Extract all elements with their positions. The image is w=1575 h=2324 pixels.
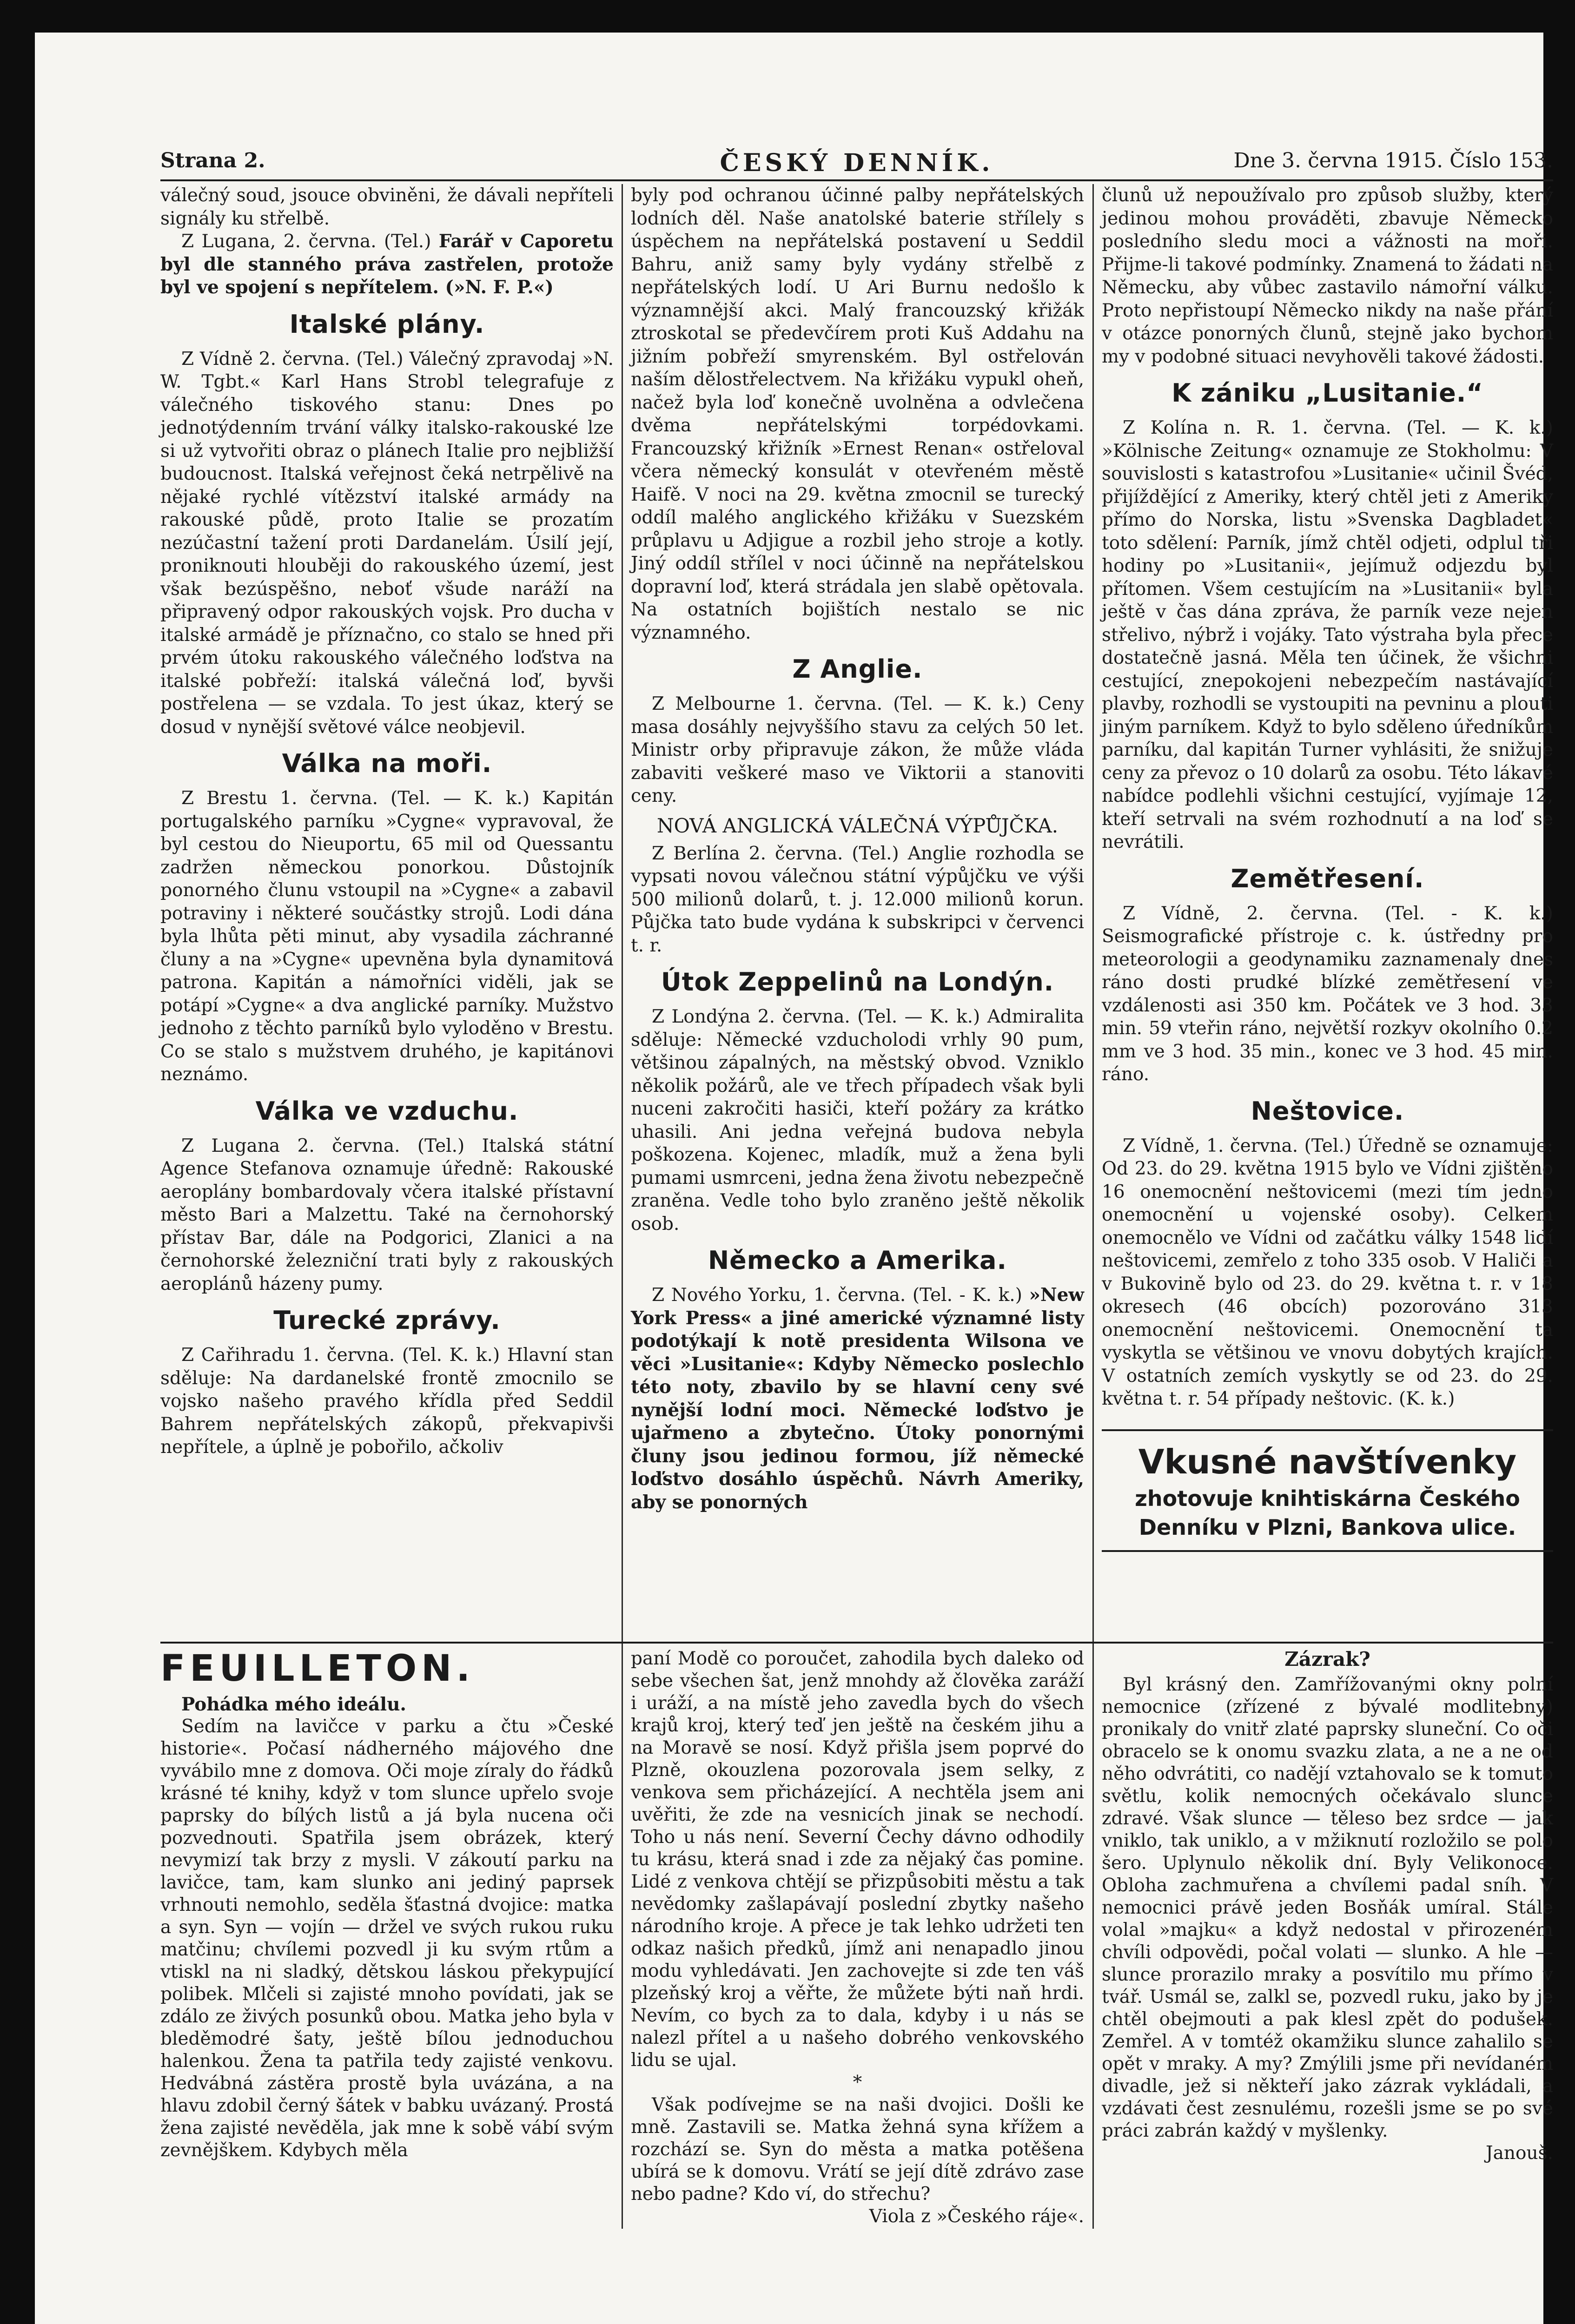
article-text: Z Vídně 2. června. (Tel.) Válečný zpravodaj »N. W. Tgbt.« Karl Hans Strobl telegrafuje z válečného tiskového stanu: Dnes po jednotýdenním trvání války italsko-rakouské lze si už vytvořiti obraz o plánech Italie pro nejbližší budoucnost. Italská veřejnost čeká netrpělivě na nějaké rychlé vítězství italské armády na rakouské půdě, proto Italie se prozatím nezúčastní tažení proti Dardanelám. Úsilí její, proniknouti hlouběji do rakouského území, jest však bezúspěšno, neboť všude naráží na připravený odpor rakouských vojsk. Pro ducha v italské armádě je příznačno, co stalo se hned při prvém útoku rakouského válečného loďstva na italské pobřeží: italská válečná loď, byvši postřelena — se vzdala. To jest úkaz, který se dosud v nynější světové válce neobjevil. — [160, 348, 614, 738]
advertisement-text: zhotovuje knihtiskárna Českého Denníku v Plzni, Bankova ulice. — [1135, 1486, 1520, 1540]
column-1 — [160, 184, 614, 1674]
advertisement — [1102, 1429, 1553, 1552]
story-heading: Zázrak? — [1284, 1648, 1370, 1670]
newspaper-page — [160, 149, 1553, 2240]
author-signature: Viola z »Českého ráje«. — [869, 2206, 1084, 2227]
issue-date: Dne 3. června 1915. Číslo 153. — [1233, 149, 1553, 172]
feuilleton-text: Sedím na lavičce v parku a čtu »České historie«. Počasí nádherného májového dne vyvábilo mne z domova. Oči moje zíraly do řádků krásné té knihy, když v tom slunce upřelo svoje paprsky do bílých listů a já byla nucena oči pozvednouti. Spatřila jsem obrázek, který nevymizí tak brzy z mysli. V zákoutí parku na lavičce, tam, kam slunko ani jediný paprsek vrhnouti nemohlo, seděla šťastná dvojice: matka a syn. Syn — vojín — držel ve svých rukou ruku matčinu; chvílemi pozvedl ji ku svým rtům a vtiskl na ni sladký, dětskou láskou překypující polibek. Mlčeli si zajisté mnoho povídati, jak se zdálo ze živých posunků obou. Matka jeho byla v bleděmodré šaty, ještě bílou jednoduchou halenkou. Žena ta patřila tedy zajisté venkovu. Hedvábná zástěra prostě byla uvázána, a na hlavu zdobil černý šátek v babku uvázaný. Prostá žena zajisté nevěděla, jak mne k sobě vábí svým zevnějškem. Kdybych měla — [160, 1716, 614, 2161]
header-rule — [160, 179, 1553, 181]
section-heading: Turecké zprávy. — [273, 1306, 501, 1335]
article-text: Z Vídně, 1. června. (Tel.) Úředně se oznamuje: Od 23. do 29. května 1915 bylo ve Vídni zjištěno 16 onemocnění neštovicemi (mezi tím jedno onemocnění u vojenské osoby). Celkem onemocnělo ve Vídni od začátku války 1548 lidí neštovicemi, zemřelo z toho 335 osob. V Haliči a v Bukovině bylo od 23. do 29. května t. r. v 18 okresech (46 obcích) pozorováno 313 onemocnění neštovicemi. Onemocnění ta vyskytla se většinou ve vnovu dobytých krajích. V ostatních zemích vyskytly se od 23. do 29. května t. r. 54 případy neštovic. (K. k.) — [1102, 1135, 1553, 1409]
feuilleton-subtitle: Pohádka mého ideálu. — [181, 1694, 406, 1715]
section-heading: Z Anglie. — [792, 654, 923, 684]
article-text: Z Lugana 2. června. (Tel.) Italská státní Agence Stefanova oznamuje úředně: Rakouské aeroplány bombardovaly včera italské přístavní město Bari a Malzettu. Také na černohorský přístav Bar, dále na Podgorici, Zlanici a na černohorské železniční trati byly z rakouských aeroplánů házeny pumy. — [160, 1135, 614, 1294]
masthead-title: ČESKÝ DENNÍK. — [720, 149, 994, 177]
article-text: člunů už nepoužívalo pro způsob služby, který jedinou mohou prováděti, zbavuje Německo posledního sledu moci a vážnosti na moři. Přijme-li takové podmínky. Znamená to žádati na Německu, aby vůbec zastavilo námořní válku. Proto nepřistoupí Německo nikdy na naše přání v otázce ponorných člunů, stejně jako bychom my v podobné situaci nevyhověli takové žádosti. — [1102, 185, 1553, 367]
dateline: Z Lugana, 2. června. (Tel.) — [181, 231, 439, 252]
feuilleton-column-1 — [160, 1648, 614, 2229]
page-header — [160, 149, 1553, 178]
article-bold-text: »New York Press« a jiné americké významné listy podotýkají k notě presidenta Wilsona ve věci »Lusitanie«: Kdyby Německo poslechlo této noty, zbavilo by se hlavní ceny své nynější lodní moci. Německé loďstvo je ujařmeno a zbytečno. Útoky ponornými čluny jsou jedinou formou, jíž německé loďstvo dosáhlo úspěchů. Návrh Ameriky, aby se ponorných — [631, 1284, 1084, 1513]
page-number: Strana 2. — [160, 149, 265, 172]
article-text — [631, 1284, 1084, 1514]
advertisement-title: Vkusné navštívenky — [1138, 1442, 1517, 1481]
section-heading: Italské plány. — [289, 309, 485, 339]
column-divider — [1092, 184, 1094, 1674]
feuilleton-title: FEUILLETON. — [160, 1648, 475, 1690]
feuilleton-column-2 — [631, 1648, 1084, 2229]
column-divider — [622, 1648, 623, 2229]
article-text: Z Kolína n. R. 1. června. (Tel. — K. k.) »Kölnische Zeitung« oznamuje ze Stokholmu: V souvislosti s katastrofou »Lusitanie« učinil Švéd, přijíždějící z Ameriky, který chtěl jeti z Ameriky přímo do Norska, listu »Svenska Dagbladet« toto sdělení: Parník, jímž chtěl odjeti, odplul tři hodiny po »Lusitanii«, jejímuž odjezdu byl přítomen. Všem cestujícím na »Lusitanii« byla ještě v čas dána zpráva, že parník veze nejen střelivo, nýbrž i vojáky. Tato výstraha byla přece dostatečně jasná. Měla ten účinek, že všichni cestující, znepokojeni nebezpečím nastávající plavby, rozhodli se vystoupiti na pevninu a plouti jiným parníkem. Když to bylo sděleno úředníkům parníku, dal kapitán Turner vyhlásiti, že snižuje ceny za převoz o 10 dolarů za osobu. Této lákavé nabídce podlehli všichni cestující, vyjímaje 12, kteří setrvali na svém rozhodnutí a na loď se nevrátili. — [1102, 417, 1553, 852]
author-signature: Janouš. — [1485, 2143, 1553, 2164]
dateline: Z Nového Yorku, 1. června. (Tel. - K. k.) — [652, 1285, 1029, 1306]
section-heading: Německo a Amerika. — [708, 1246, 1007, 1275]
feuilleton-rule — [160, 1642, 1553, 1644]
article-text: Z Vídně, 2. června. (Tel. - K. k.) Seismografické přístroje c. k. ústředny pro meteorologii a geodynamiku zaznamenaly dnes ráno dosti prudké blízké zemětřesení ve vzdálenosti asi 350 km. Počátek ve 3 hod. 33 min. 59 vteřin ráno, největší rozkyv okolního 0.2 mm ve 3 hod. 35 min., konec ve 3 hod. 45 min. ráno. — [1102, 903, 1553, 1085]
section-heading: Válka ve vzduchu. — [255, 1096, 519, 1126]
article-text: Z Berlína 2. června. (Tel.) Anglie rozhodla se vypsati novou válečnou státní výpůjčku ve výši 500 milionů dolarů, t. j. 12.000 milionů korun. Půjčka tato bude vydána k subskripci v červenci t. r. — [631, 843, 1084, 956]
article-text: byly pod ochranou účinné palby nepřátelských lodních děl. Naše anatolské baterie střílely s úspěchem na nepřátelská postavení u Seddil Bahru, aniž samy byly vydány střelbě z nepřátelských lodí. U Ari Burnu nedošlo k významnější akci. Malý francouzský křižák ztroskotal se předevčírem proti Kuš Addahu na jižním pobřeží smyrenském. Byl ostřelován naším dělostřelectvem. Na křižáku vypukl oheň, načež byla loď konečně uvolněna a odvlečena dvěma nepřátelskými torpédovkami. Francouzský křižník »Ernest Renan« ostřeloval včera německý konsulát v otevřeném městě Haifě. V noci na 29. května zmocnil se turecký oddíl malého anglického křižáku v Suezském průplavu u Adjigue a rozbil jeho stroje a kotly. Jiný oddíl střílel v noci účinně na nepřátelskou dopravní loď, která strádala jen slabě opětovala. Na ostatních bojištích nestalo se nic významného. — [631, 185, 1084, 643]
section-heading: K zániku „Lusitanie.“ — [1171, 378, 1483, 408]
article-bold-text: Farář v Caporetu byl dle stanného práva zastřelen, protože byl ve spojení s nepřítelem. (»N. F. P.«) — [160, 231, 614, 298]
column-divider — [1092, 1648, 1094, 2229]
article-text: Z Melbourne 1. června. (Tel. — K. k.) Ceny masa dosáhly nejvyššího stavu za celých 50 let. Ministr orby připravuje zákon, že může vláda zabaviti veškeré maso ve Viktorii a stanoviti ceny. — [631, 693, 1084, 806]
feuilleton-text: Byl krásný den. Zamřížovanými okny polní nemocnice (zřízené z bývalé modlitebny) pronikaly do vnitř zlaté paprsky sluneční. Co oči obracelo se k onomu svazku zlata, a ne a ne od něho odvrátiti, co nadějí vztahovalo se k tomuto světlu, kolik nemocných očekávalo slunce zdravé. Však slunce — těleso bez srdce — jak vniklo, tak uniklo, a v mžiknutí rozložilo se polo šero. Uplynulo několik dní. Byly Velikonoce. Obloha zachmuřena a chvílemi padal sníh. V nemocnici právě jeden Bosňák umíral. Stále volal »majku« a když nedostal v přirozeném chvíli odpovědi, počal volati — slunko. A hle — slunce prorazilo mraky a posvítilo mu přímo v tvář. Usmál se, zalkl se, pozvedl ruku, jako by je chtěl obejmouti a pak klesl zpět do podušek. Zemřel. A v tomtéž okamžiku slunce zahalilo se opět v mraky. A my? Zmýlili jsme při nevídaném divadle, jež si někteří jako zázrak vykládali, a vzdávati čest zesnulému, rozešli jsme se po své práci zabrán každý v myšlenky. — [1102, 1674, 1553, 2141]
section-heading: Válka na moři. — [282, 749, 492, 778]
section-heading: Útok Zeppelinů na Londýn. — [661, 967, 1054, 997]
column-3 — [1102, 184, 1553, 1674]
feuilleton-text: Však podívejme se na naši dvojici. Došli ke mně. Zastavili se. Matka žehná syna křížem a rozchází se. Syn do města a matka potěšena ubírá se k domovu. Vrátí se její dítě zdrávo zase nebo padne? Kdo ví, do střechu? — [631, 2094, 1084, 2205]
newspaper-sheet — [35, 33, 1553, 2324]
article-text: Z Cařihradu 1. června. (Tel. K. k.) Hlavní stan sděluje: Na dardanelské frontě zmocnilo se vojsko našeho pravého křídla před Seddil Bahrem nepřátelských zákopů, překvapivši nepřítele, a úplně je pobořilo, ačkoliv — [160, 1345, 614, 1458]
subsection-heading: NOVÁ ANGLICKÁ VÁLEČNÁ VÝPŮJČKA. — [656, 814, 1059, 837]
article-text — [160, 230, 614, 299]
column-divider — [622, 184, 623, 1674]
feuilleton-column-3 — [1102, 1648, 1553, 2229]
article-text: Z Brestu 1. června. (Tel. — K. k.) Kapitán portugalského parníku »Cygne« vypravoval, že byl cestou do Nieuportu, 65 mil od Quessantu zadržen německou ponorkou. Důstojník ponorného člunu vstoupil na »Cygne« a zabavil potraviny i některé součástky strojů. Lodi dána byla lhůta pěti minut, aby vysadila záchranné čluny a na »Cygne« upevněna byla dynamitová patrona. Kapitán a námořníci viděli, jak se potápí »Cygne« a dva anglické parníky. Mužstvo jednoho z těchto parníků bylo vyloděno v Brestu. Co se stalo s mužstvem druhého, je kapitánovi neznámo. — [160, 788, 614, 1085]
article-text: Z Londýna 2. června. (Tel. — K. k.) Admiralita sděluje: Německé vzducholodi vrhly 90 pum, většinou zápalných, na městský obvod. Vzniklo několik požárů, ale ve třech případech však byli nuceni zakročiti hasiči, kteří požáry za krátko uhasili. Ani jedna veřejná budova nebyla poškozena. Kojenec, mladík, muž a žena byli pumami usmrceni, jedna žena životu nebezpečně zraněna. Vedle toho bylo zraněno ještě několik osob. — [631, 1006, 1084, 1235]
section-heading: Neštovice. — [1251, 1096, 1404, 1126]
column-2 — [631, 184, 1084, 1674]
feuilleton-text: paní Modě co poroučet, zahodila bych daleko od sebe všechen šat, jenž mnohdy až člověka zaráží i uráží, a na místě jeho zavedla bych do všech krajů kroj, který teď jen ještě na českém jihu a na Moravě se nosí. Když přišla jsem poprvé do Plzně, okouzlena pozorovala jsem selky, z venkova sem přicházející. A nechtěla jsem ani uvěřiti, že zde na vesnicích jinak se nechodí. Toho u nás není. Severní Čechy dávno odhodily tu krásu, která snad i zde za nějaký čas pomine. Lidé z venkova chtějí se přizpůsobiti městu a tak nevědomky zašlapávají poslední zbytky našeho národního kroje. A přece je tak lehko udržeti ten odkaz našich předků, jímž ani nenapadlo jinou modu vyhledávati. Jen zachovejte si zde ten váš plzeňský kroj a věřte, že můžete býti naň hrdi. Nevím, co bych za to dala, kdyby i u nás se nalezl přítel a u našeho dobrého venkovského lidu se ujal. — [631, 1648, 1084, 2071]
separator-mark: * — [853, 2072, 862, 2093]
article-text: válečný soud, jsouce obviněni, že dávali nepříteli signály ku střelbě. — [160, 185, 614, 229]
section-heading: Zemětřesení. — [1231, 864, 1424, 893]
